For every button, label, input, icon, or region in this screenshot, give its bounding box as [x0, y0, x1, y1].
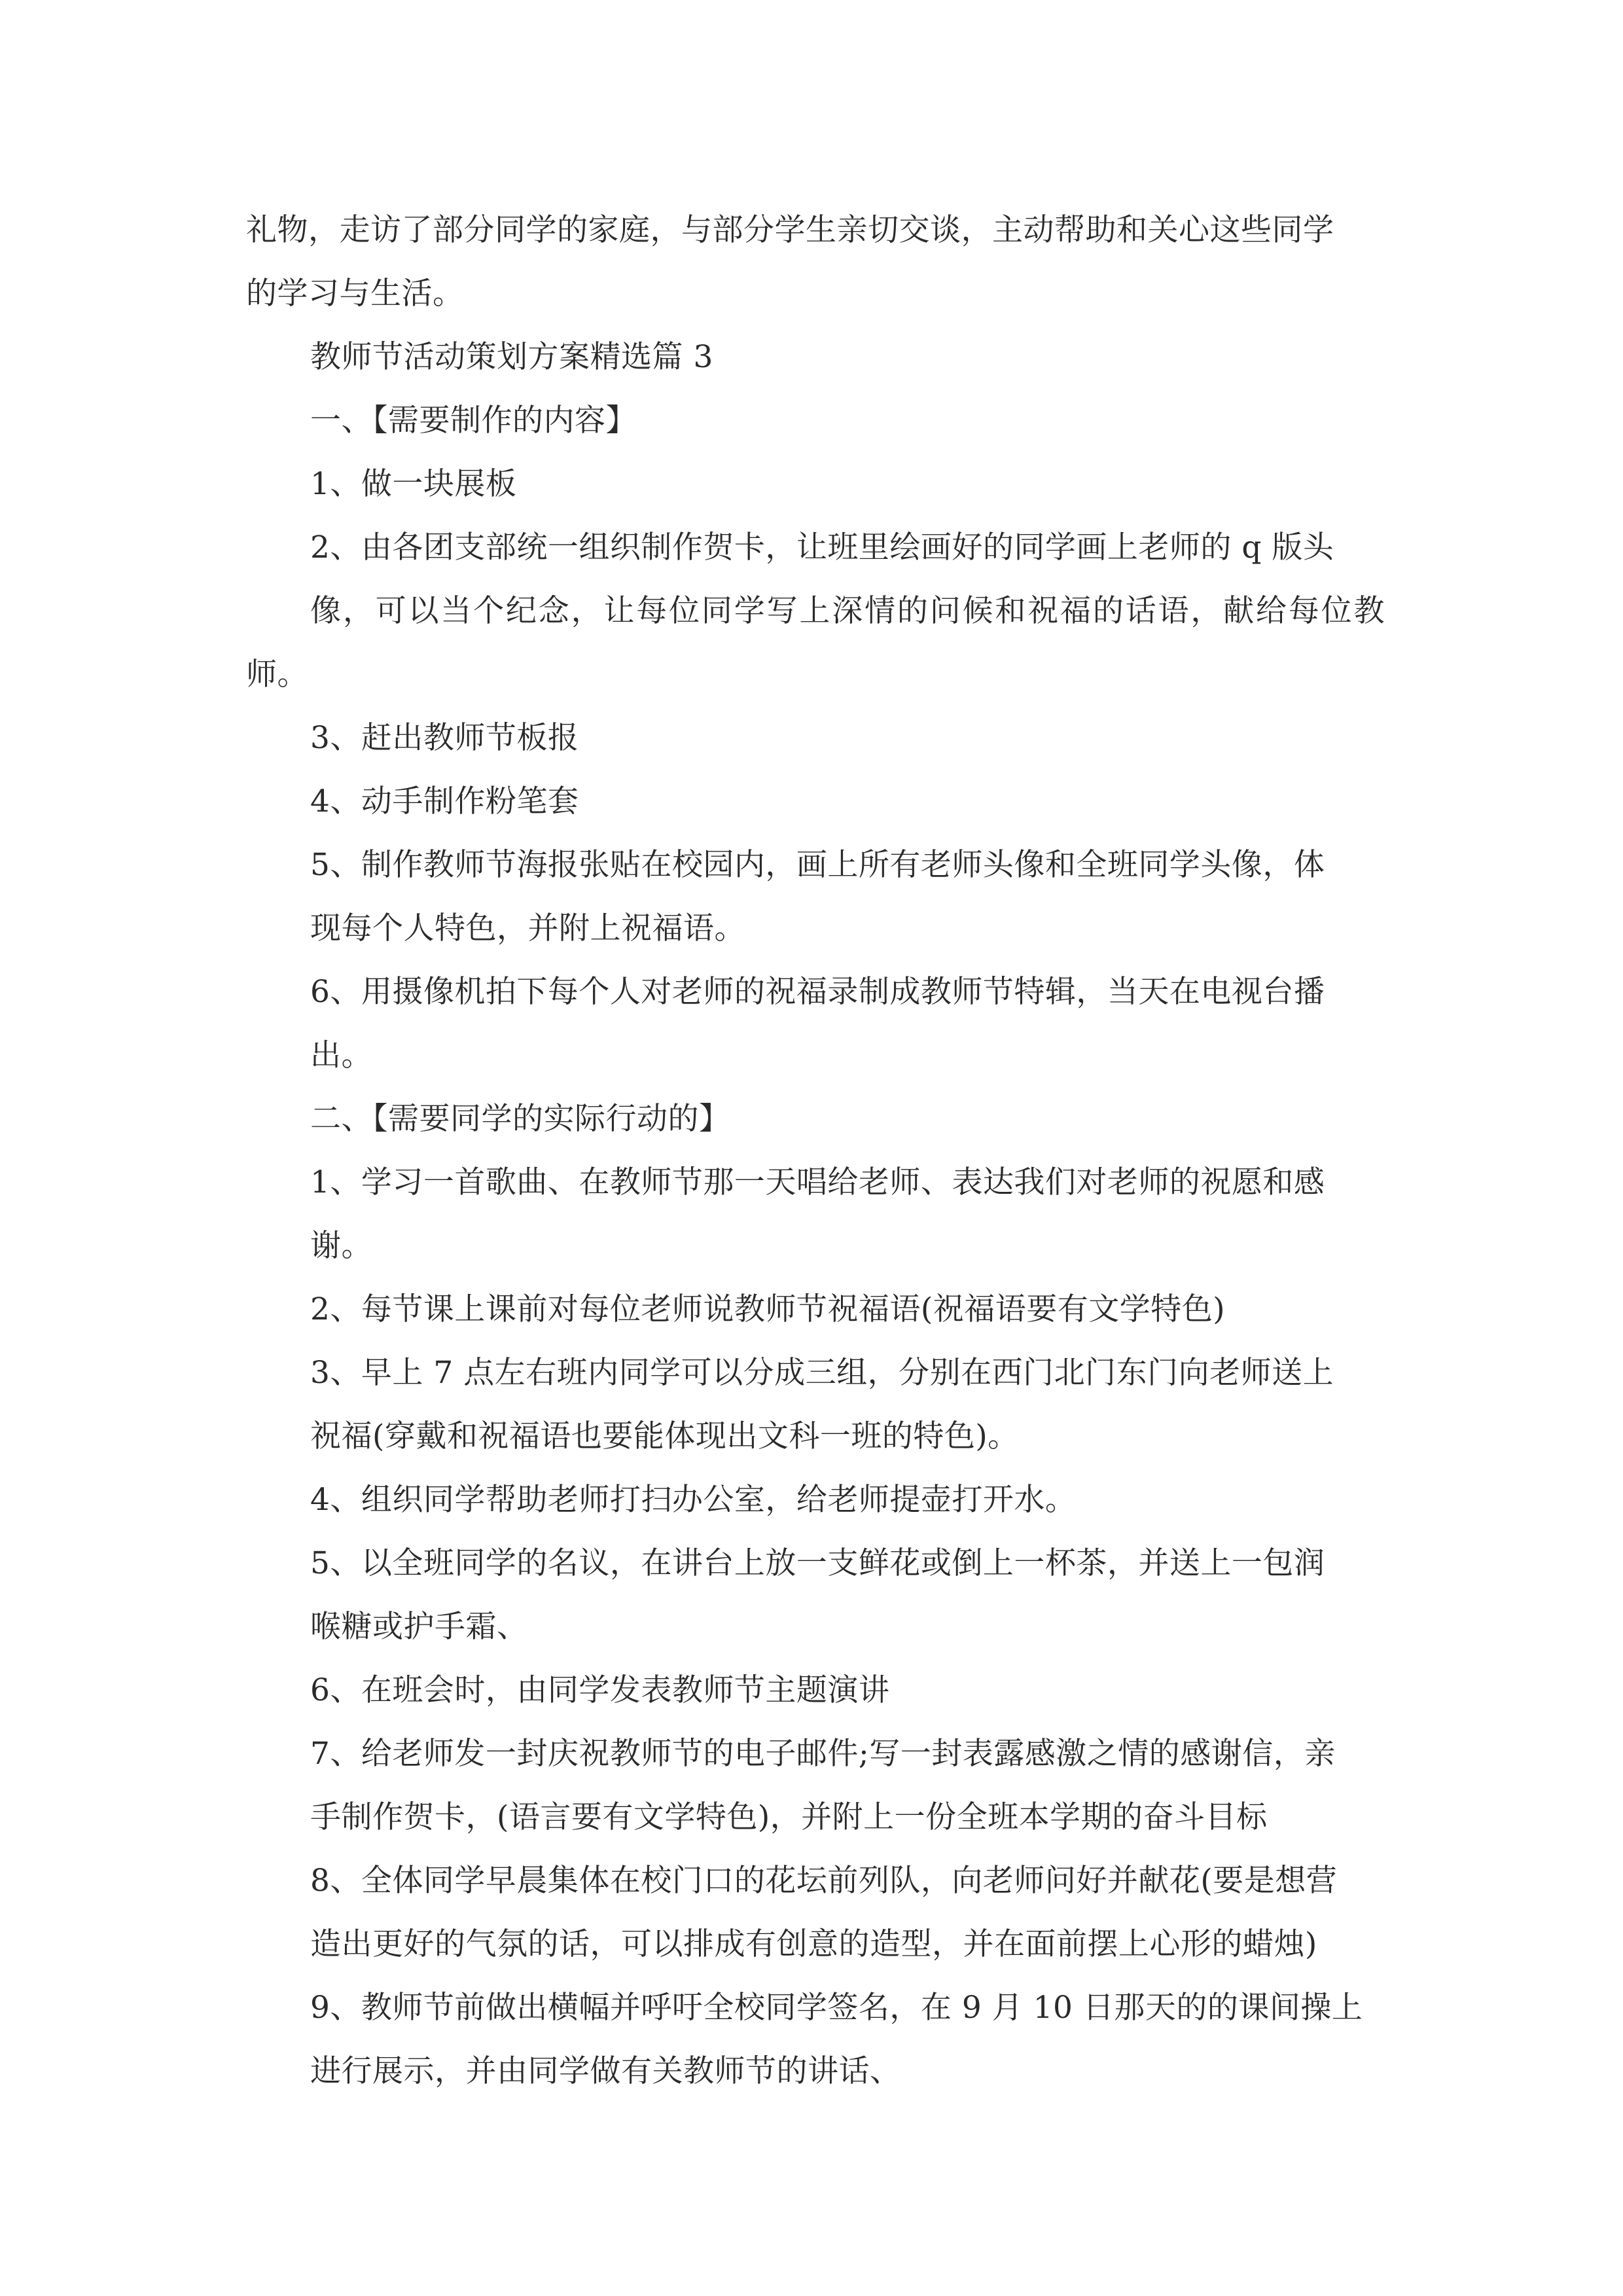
text-line: 出。	[310, 1037, 372, 1073]
text-line: 7、给老师发一封庆祝教师节的电子邮件;写一封表露感激之情的感谢信，亲	[310, 1736, 1336, 1772]
paragraph	[246, 516, 1385, 706]
text-line: 喉糖或护手霜、	[310, 1609, 528, 1645]
paragraph	[246, 1087, 1385, 1151]
paragraph	[246, 1849, 1385, 1976]
text-line: 4、组织同学帮助老师打扫办公室，给老师提壶打开水。	[310, 1482, 1077, 1518]
text-line: 6、用摄像机拍下每个人对老师的祝福录制成教师节特辑，当天在电视台播	[310, 974, 1325, 1010]
text-line: 二、【需要同学的实际行动的】	[310, 1101, 730, 1137]
paragraph	[246, 833, 1385, 960]
paragraph	[246, 1468, 1385, 1532]
paragraph	[246, 325, 1385, 389]
text-line: 6、在班会时，由同学发表教师节主题演讲	[310, 1672, 890, 1708]
text-line: 9、教师节前做出横幅并呼吁全校同学签名，在 9 月 10 日那天的的课间操上	[310, 1990, 1363, 2026]
text-line: 谢。	[310, 1228, 372, 1264]
paragraph	[246, 1341, 1385, 1468]
paragraph	[246, 1532, 1385, 1659]
text-line: 5、制作教师节海报张贴在校园内，画上所有老师头像和全班同学头像，体	[310, 847, 1325, 883]
text-line: 3、赶出教师节板报	[310, 720, 579, 756]
paragraph	[246, 198, 1385, 325]
text-line: 5、以全班同学的名议，在讲台上放一支鲜花或倒上一杯茶，并送上一包润	[310, 1545, 1325, 1581]
paragraph	[246, 960, 1385, 1087]
paragraph	[246, 1278, 1385, 1341]
paragraph	[246, 1659, 1385, 1722]
paragraph-list	[246, 198, 1385, 2103]
text-line: 2、每节课上课前对每位老师说教师节祝福语(祝福语要有文学特色)	[310, 1291, 1226, 1327]
text-line: 教师节活动策划方案精选篇 3	[310, 339, 713, 375]
paragraph	[246, 1976, 1385, 2103]
text-line: 1、学习一首歌曲、在教师节那一天唱给老师、表达我们对老师的祝愿和感	[310, 1164, 1325, 1200]
text-line: 像，可以当个纪念，让每位同学写上深情的问候和祝福的话语，献给每位教师。	[246, 593, 1385, 692]
text-line: 2、由各团支部统一组织制作贺卡，让班里绘画好的同学画上老师的 q 版头	[310, 529, 1334, 565]
paragraph	[246, 1722, 1385, 1849]
paragraph	[246, 770, 1385, 833]
text-line: 造出更好的气氛的话，可以排成有创意的造型，并在面前摆上心形的蜡烛)	[310, 1926, 1317, 1962]
text-line: 3、早上 7 点左右班内同学可以分成三组，分别在西门北门东门向老师送上	[310, 1355, 1334, 1391]
text-line: 的学习与生活。	[246, 276, 464, 312]
paragraph	[246, 452, 1385, 516]
paragraph	[246, 706, 1385, 770]
text-line: 一、【需要制作的内容】	[310, 403, 637, 439]
text-line: 现每个人特色，并附上祝福语。	[310, 910, 745, 946]
document-body	[246, 198, 1385, 2103]
text-line: 礼物，走访了部分同学的家庭，与部分学生亲切交谈，主动帮助和关心这些同学	[246, 212, 1334, 248]
text-line: 8、全体同学早晨集体在校门口的花坛前列队，向老师问好并献花(要是想营	[310, 1863, 1338, 1899]
paragraph	[246, 389, 1385, 452]
text-line: 手制作贺卡，(语言要有文学特色)，并附上一份全班本学期的奋斗目标	[310, 1799, 1268, 1835]
text-line: 1、做一块展板	[310, 466, 517, 502]
text-line: 祝福(穿戴和祝福语也要能体现出文科一班的特色)。	[310, 1418, 1019, 1454]
text-line: 4、动手制作粉笔套	[310, 783, 579, 819]
text-line: 进行展示，并由同学做有关教师节的讲话、	[310, 2053, 901, 2089]
paragraph	[246, 1151, 1385, 1278]
